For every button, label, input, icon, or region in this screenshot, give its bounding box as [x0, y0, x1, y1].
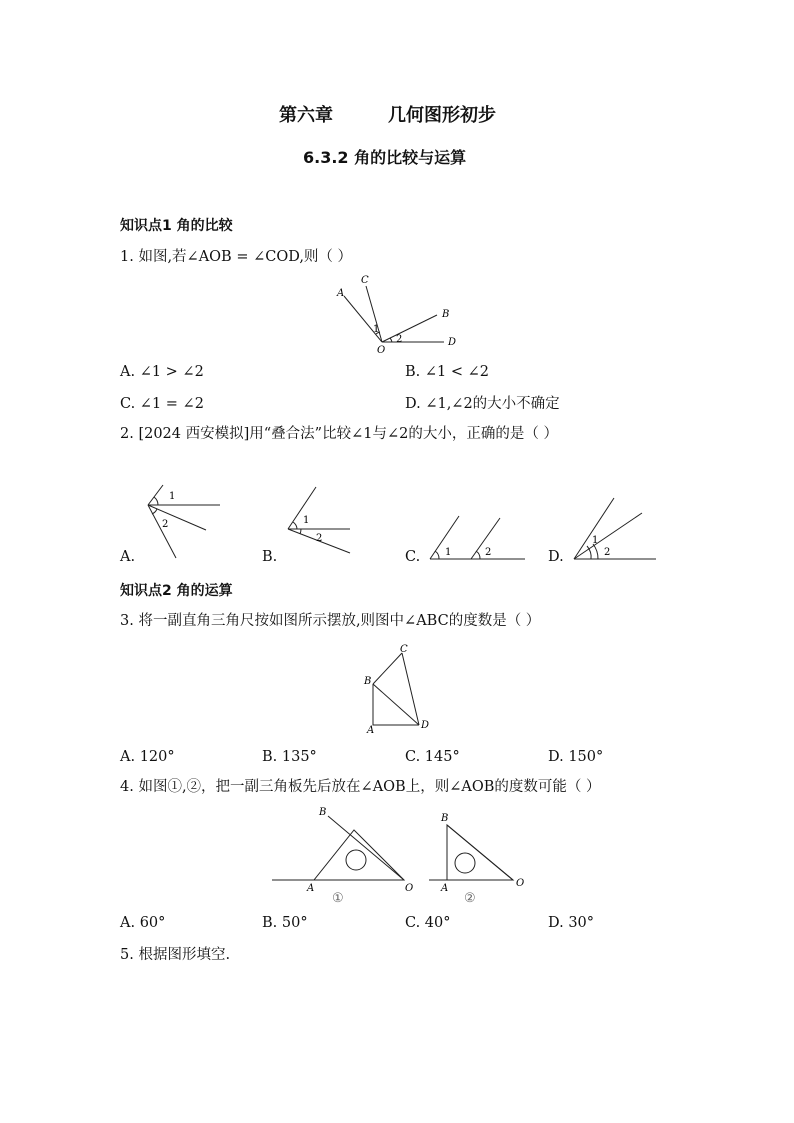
- q4-option-c[interactable]: C. 40°: [405, 915, 451, 931]
- q1-label-O: O: [377, 345, 386, 356]
- q4-caption-1: ①: [332, 891, 344, 906]
- q4-option-b[interactable]: B. 50°: [262, 915, 308, 931]
- q4-caption-2: ②: [464, 891, 476, 906]
- q3-label-C: C: [400, 644, 408, 655]
- q2a-angle-2: 2: [162, 519, 169, 530]
- q2d-angle-2: 2: [604, 547, 611, 558]
- q5-stem: 5. 根据图形填空.: [120, 947, 231, 963]
- q3-option-d[interactable]: D. 150°: [548, 749, 604, 765]
- q2-figure-b: [280, 485, 370, 565]
- q1-angle-2: 2: [396, 334, 403, 345]
- q1-label-D: D: [448, 337, 457, 348]
- q1-label-B: B: [442, 309, 450, 320]
- q1-option-b[interactable]: B. ∠1 < ∠2: [405, 364, 489, 380]
- q3-triangle-figure: [360, 642, 440, 737]
- q4f1-label-A: A: [307, 883, 315, 894]
- q4f2-label-A: A: [441, 883, 449, 894]
- q4-figure-2: [427, 803, 537, 906]
- q2-option-c[interactable]: C.: [405, 549, 421, 565]
- q1-angle-1: 1: [373, 324, 380, 335]
- q4f1-label-B: B: [319, 807, 327, 818]
- q2-figure-c: [425, 510, 535, 570]
- q4f2-label-B: B: [441, 813, 449, 824]
- q2-figure-d: [570, 492, 670, 562]
- q1-stem: 1. 如图,若∠AOB = ∠COD,则（ ）: [120, 249, 353, 265]
- q3-option-c[interactable]: C. 145°: [405, 749, 460, 765]
- chapter-title: 几何图形初步: [388, 105, 496, 126]
- q1-angle-figure: [335, 272, 465, 356]
- q2-option-d[interactable]: D.: [548, 549, 564, 565]
- q4f1-label-O: O: [405, 883, 414, 894]
- q1-option-c[interactable]: C. ∠1 = ∠2: [120, 396, 204, 412]
- q2a-angle-1: 1: [169, 491, 176, 502]
- q2-stem: 2. [2024 西安模拟]用“叠合法”比较∠1与∠2的大小，正确的是（ ）: [120, 426, 558, 442]
- q4-option-a[interactable]: A. 60°: [120, 915, 166, 931]
- q1-label-A: A: [337, 288, 345, 299]
- q3-label-B: B: [364, 676, 372, 687]
- q2-figure-a: [140, 480, 240, 560]
- q1-label-C: C: [361, 275, 369, 286]
- q4-figure-1: [270, 803, 420, 906]
- knowledge-point-1: 知识点1 角的比较: [120, 218, 233, 234]
- chapter-number: 第六章: [279, 105, 333, 126]
- knowledge-point-2: 知识点2 角的运算: [120, 583, 233, 599]
- q2c-angle-1: 1: [445, 547, 452, 558]
- q3-label-A: A: [367, 725, 375, 736]
- q4f2-label-O: O: [516, 878, 525, 889]
- q4-stem: 4. 如图①,②，把一副三角板先后放在∠AOB上，则∠AOB的度数可能（ ）: [120, 779, 601, 795]
- q4-option-d[interactable]: D. 30°: [548, 915, 595, 931]
- q3-option-b[interactable]: B. 135°: [262, 749, 317, 765]
- q2c-angle-2: 2: [485, 547, 492, 558]
- section-title: 6.3.2 角的比较与运算: [303, 148, 467, 167]
- q2-option-a[interactable]: A.: [120, 549, 136, 565]
- q1-option-d[interactable]: D. ∠1,∠2的大小不确定: [405, 396, 560, 412]
- q2b-angle-2: 2: [316, 533, 323, 544]
- q2d-angle-1: 1: [592, 535, 599, 546]
- q1-option-a[interactable]: A. ∠1 > ∠2: [120, 364, 204, 380]
- q3-stem: 3. 将一副直角三角尺按如图所示摆放,则图中∠ABC的度数是（ ）: [120, 613, 541, 629]
- q2-option-b[interactable]: B.: [262, 549, 278, 565]
- q3-option-a[interactable]: A. 120°: [120, 749, 175, 765]
- q2b-angle-1: 1: [303, 515, 310, 526]
- q3-label-D: D: [421, 720, 430, 731]
